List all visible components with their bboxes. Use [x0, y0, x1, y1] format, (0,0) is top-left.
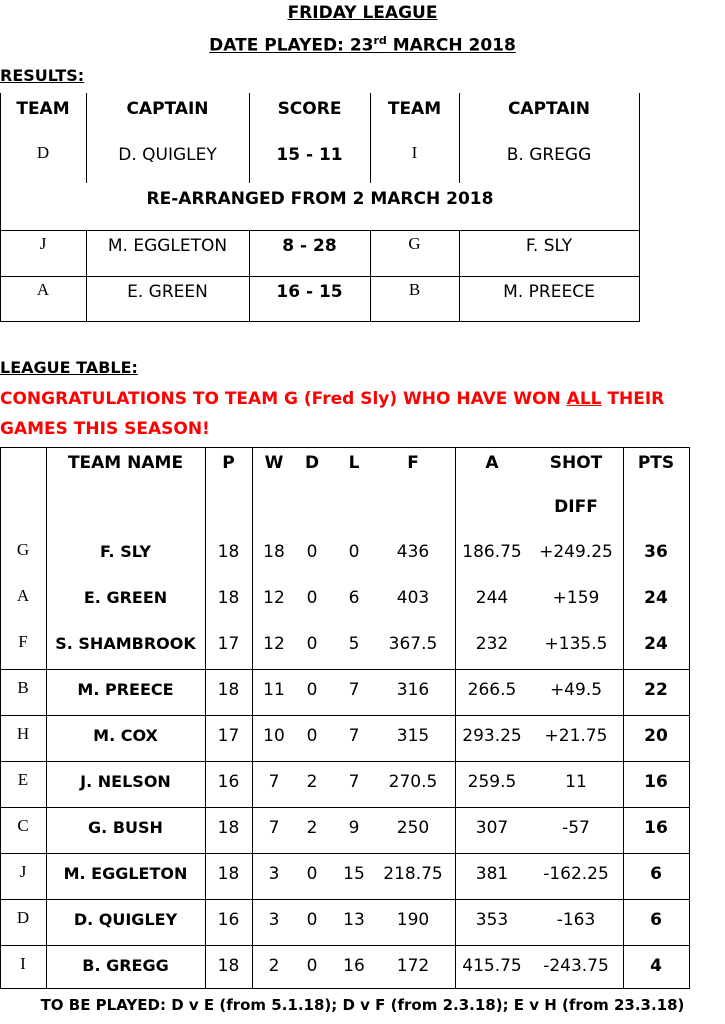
row-played: 16 — [217, 910, 240, 930]
row-lost: 7 — [348, 772, 360, 792]
row-points: 16 — [644, 818, 668, 838]
row-points: 36 — [644, 542, 668, 562]
row-played: 18 — [217, 542, 240, 562]
row-shot-diff: -162.25 — [543, 864, 609, 884]
table-row — [0, 447, 690, 989]
row-team-letter: B — [17, 678, 29, 697]
row-won: 12 — [263, 588, 285, 608]
row-against: 307 — [475, 818, 509, 838]
row-lost: 6 — [348, 588, 360, 608]
row-shot-diff: +159 — [552, 588, 600, 608]
row-points: 24 — [644, 588, 668, 608]
col-header-team-name: TEAM NAME — [67, 453, 184, 473]
row-lost: 7 — [348, 726, 360, 746]
row-drawn: 0 — [306, 634, 318, 654]
league-table — [0, 447, 690, 989]
row-for: 190 — [396, 910, 430, 930]
row-team-name: B. GREGG — [82, 956, 169, 975]
table-row — [0, 447, 690, 989]
result-captain2: F. SLY — [525, 236, 573, 256]
row-against: 266.5 — [467, 680, 517, 700]
table-row — [0, 447, 690, 989]
row-shot-diff: +249.25 — [539, 542, 613, 562]
row-team-name: D. QUIGLEY — [73, 910, 178, 929]
result-team1: A — [36, 280, 50, 299]
row-points: 6 — [650, 864, 662, 884]
rearranged-note: RE-ARRANGED FROM 2 MARCH 2018 — [146, 189, 494, 209]
row-won: 10 — [263, 726, 285, 746]
row-points: 16 — [644, 772, 668, 792]
row-team-letter: H — [16, 724, 30, 743]
row-played: 18 — [217, 680, 240, 700]
date-played: DATE PLAYED: 23rd MARCH 2018 — [209, 34, 516, 56]
row-for: 403 — [396, 588, 430, 608]
row-team-name: M. PREECE — [77, 680, 174, 699]
result-team1: D — [36, 143, 50, 162]
row-drawn: 2 — [306, 772, 318, 792]
col-header-score: SCORE — [277, 99, 342, 119]
row-won: 2 — [268, 956, 280, 976]
col-header-pts: PTS — [637, 453, 675, 473]
row-team-name: F. SLY — [99, 542, 152, 561]
row-team-letter: C — [17, 816, 29, 835]
col-header-team: TEAM — [16, 99, 70, 119]
row-drawn: 0 — [306, 680, 318, 700]
table-row — [0, 447, 690, 989]
result-team2: G — [408, 234, 421, 253]
row-team-name: J. NELSON — [80, 772, 171, 791]
row-drawn: 0 — [306, 956, 318, 976]
results-section-label: RESULTS: — [0, 66, 85, 85]
row-lost: 0 — [348, 542, 360, 562]
row-for: 316 — [396, 680, 430, 700]
row-played: 17 — [217, 634, 240, 654]
row-for: 367.5 — [388, 634, 438, 654]
result-captain1: M. EGGLETON — [107, 236, 228, 256]
row-shot-diff: +49.5 — [549, 680, 603, 700]
col-header-captain-2: CAPTAIN — [507, 99, 591, 119]
row-against: 353 — [475, 910, 509, 930]
row-shot-diff: -243.75 — [543, 956, 609, 976]
row-for: 270.5 — [388, 772, 438, 792]
row-team-name: M. EGGLETON — [63, 864, 188, 883]
result-captain2: B. GREGG — [506, 145, 592, 165]
row-for: 436 — [396, 542, 430, 562]
row-won: 11 — [263, 680, 285, 700]
result-team2: B — [408, 280, 421, 299]
row-against: 293.25 — [462, 726, 522, 746]
col-header-shot: SHOT — [549, 453, 603, 473]
page-title: FRIDAY LEAGUE — [287, 3, 438, 23]
col-header-f: F — [407, 453, 419, 473]
row-played: 18 — [217, 818, 240, 838]
row-shot-diff: 11 — [565, 772, 587, 792]
row-played: 17 — [217, 726, 240, 746]
row-against: 259.5 — [467, 772, 517, 792]
congratulations-banner: CONGRATULATIONS TO TEAM G (Fred Sly) WHO HAVE WON ALL THEIR GAMES THIS SEASON! — [0, 389, 665, 439]
row-lost: 16 — [343, 956, 365, 976]
row-for: 218.75 — [383, 864, 443, 884]
col-header-d: D — [304, 453, 320, 473]
results-table — [0, 93, 640, 322]
row-lost: 13 — [343, 910, 365, 930]
col-header-p: P — [222, 453, 235, 473]
row-drawn: 0 — [306, 588, 318, 608]
row-points: 4 — [650, 956, 662, 976]
row-team-letter: F — [18, 632, 28, 651]
row-points: 24 — [644, 634, 668, 654]
col-header-captain: CAPTAIN — [126, 99, 209, 119]
row-shot-diff: -163 — [556, 910, 596, 930]
row-against: 186.75 — [462, 542, 522, 562]
row-lost: 15 — [343, 864, 365, 884]
result-score: 15 - 11 — [276, 145, 343, 165]
row-team-name: E. GREEN — [83, 588, 168, 607]
row-drawn: 0 — [306, 864, 318, 884]
row-for: 315 — [396, 726, 430, 746]
row-team-name: S. SHAMBROOK — [55, 634, 196, 653]
row-for: 250 — [396, 818, 430, 838]
col-header-a: A — [485, 453, 499, 473]
col-header-diff: DIFF — [554, 497, 598, 517]
row-shot-diff: +21.75 — [544, 726, 608, 746]
table-row — [0, 447, 690, 989]
league-section-label: LEAGUE TABLE: — [0, 358, 138, 377]
row-won: 18 — [263, 542, 285, 562]
row-team-letter: E — [17, 770, 29, 789]
result-score: 16 - 15 — [276, 282, 343, 302]
col-header-l: L — [348, 453, 360, 473]
table-row — [0, 447, 690, 989]
row-played: 18 — [217, 864, 240, 884]
row-drawn: 0 — [306, 910, 318, 930]
row-played: 16 — [217, 772, 240, 792]
row-team-letter: I — [20, 954, 26, 973]
row-played: 18 — [217, 588, 240, 608]
row-drawn: 0 — [306, 542, 318, 562]
row-won: 7 — [268, 818, 280, 838]
row-points: 22 — [644, 680, 668, 700]
row-against: 244 — [475, 588, 509, 608]
row-played: 18 — [217, 956, 240, 976]
col-header-team-2: TEAM — [387, 99, 442, 119]
result-captain1: E. GREEN — [127, 282, 208, 302]
row-lost: 9 — [348, 818, 360, 838]
result-team2: I — [411, 143, 418, 162]
row-team-name: M. COX — [93, 726, 158, 745]
row-won: 3 — [268, 864, 280, 884]
row-shot-diff: -57 — [562, 818, 590, 838]
result-score: 8 - 28 — [282, 236, 337, 256]
row-drawn: 0 — [306, 726, 318, 746]
result-team1: J — [39, 234, 47, 253]
row-team-letter: D — [16, 908, 30, 927]
row-against: 415.75 — [462, 956, 522, 976]
row-team-letter: J — [19, 862, 27, 881]
row-points: 20 — [644, 726, 668, 746]
result-captain2: M. PREECE — [503, 282, 595, 302]
table-row — [0, 447, 690, 989]
row-team-letter: A — [16, 586, 30, 605]
table-row — [0, 447, 690, 989]
table-row — [0, 447, 690, 989]
row-for: 172 — [396, 956, 430, 976]
row-won: 3 — [268, 910, 280, 930]
result-captain1: D. QUIGLEY — [118, 145, 217, 165]
col-header-w: W — [264, 453, 284, 473]
row-lost: 7 — [348, 680, 360, 700]
row-shot-diff: +135.5 — [544, 634, 608, 654]
row-against: 232 — [475, 634, 509, 654]
row-against: 381 — [475, 864, 509, 884]
row-team-name: G. BUSH — [88, 818, 163, 837]
row-won: 7 — [268, 772, 280, 792]
row-won: 12 — [263, 634, 285, 654]
row-points: 6 — [650, 910, 662, 930]
row-drawn: 2 — [306, 818, 318, 838]
table-row — [0, 447, 690, 989]
row-lost: 5 — [348, 634, 360, 654]
to-be-played-note: TO BE PLAYED: D v E (from 5.1.18); D v F (from 2.3.18); E v H (from 23.3.18) — [40, 996, 685, 1014]
row-team-letter: G — [16, 540, 30, 559]
